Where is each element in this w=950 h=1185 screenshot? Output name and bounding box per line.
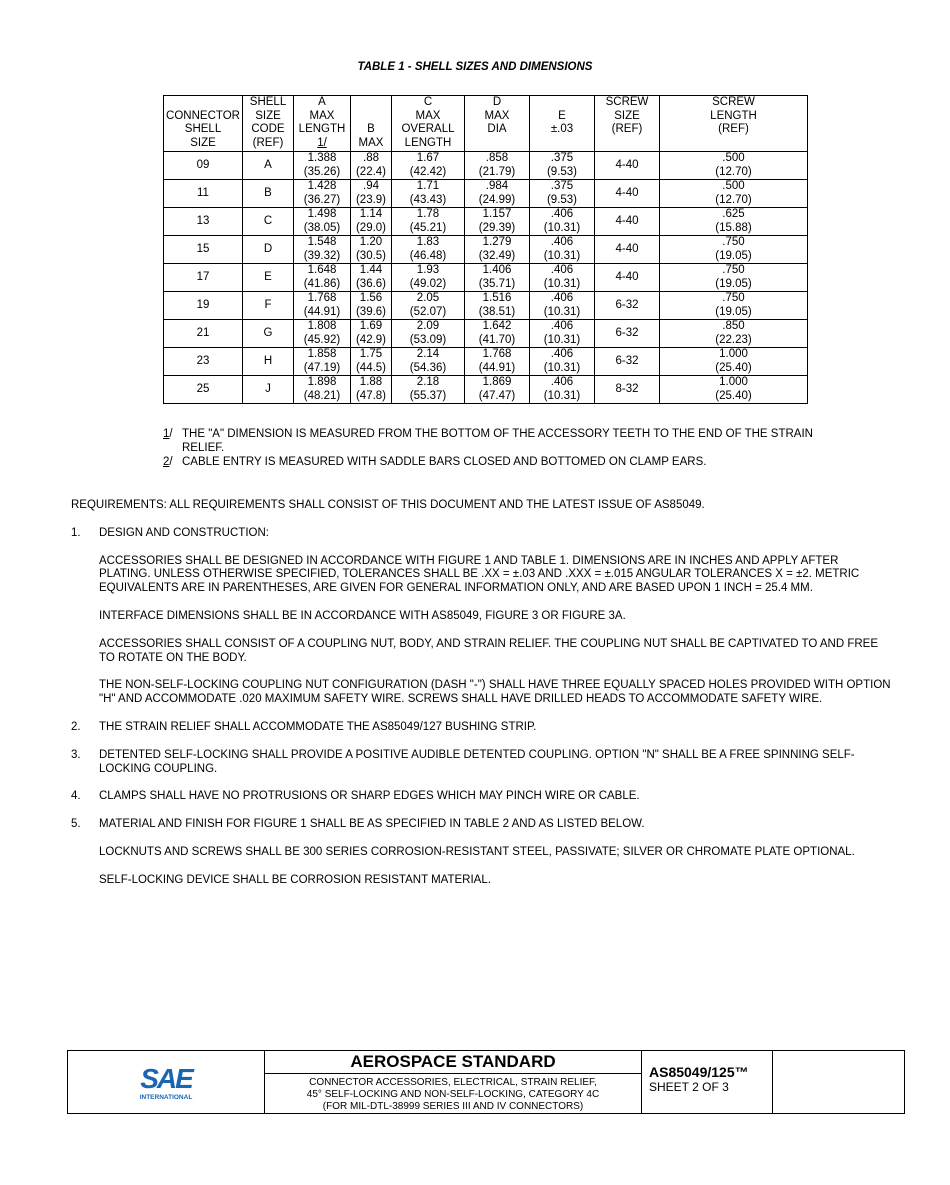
table-cell: .858 (21.79) <box>465 152 530 180</box>
table-cell: 4-40 <box>595 236 660 264</box>
table-cell: .375 (9.53) <box>530 180 595 208</box>
table-cell: 4-40 <box>595 152 660 180</box>
table-cell: .406 (10.31) <box>530 348 595 376</box>
shell-sizes-table <box>163 95 808 404</box>
table-cell: 09 <box>164 152 243 180</box>
table-cell: 15 <box>164 236 243 264</box>
table-cell: 1.71 (43.43) <box>392 180 465 208</box>
table-cell: 1.56 (39.6) <box>351 292 392 320</box>
requirement-item <box>71 721 891 735</box>
table-cell: .750 (19.05) <box>660 264 808 292</box>
table-cell: A <box>243 152 294 180</box>
requirement-item <box>71 818 891 887</box>
column-header: A MAX LENGTH 1/ <box>294 96 351 152</box>
note-number: 1 <box>163 428 170 440</box>
revision-cell <box>773 1051 904 1113</box>
item-paragraph: THE STRAIN RELIEF SHALL ACCOMMODATE THE AS85049/127 BUSHING STRIP. <box>99 720 537 733</box>
table-cell: 1.428 (36.27) <box>294 180 351 208</box>
table-cell: B <box>243 180 294 208</box>
table-row <box>164 292 808 320</box>
item-paragraph: DETENTED SELF-LOCKING SHALL PROVIDE A POSITIVE AUDIBLE DETENTED COUPLING. OPTION "N" SHALL BE A FREE SPINNING SELF-LOCKING COUPLING. <box>99 748 855 775</box>
table-cell: 1.83 (46.48) <box>392 236 465 264</box>
document-description: CONNECTOR ACCESSORIES, ELECTRICAL, STRAIN RELIEF, 45° SELF-LOCKING AND NON-SELF-LOCKING, CATEGORY 4C (FOR MIL-DTL-38999 SERIES III AND IV CONNECTORS) <box>306 1077 600 1112</box>
table-cell: 19 <box>164 292 243 320</box>
table-cell: 2.18 (55.37) <box>392 376 465 404</box>
table-cell: .406 (10.31) <box>530 264 595 292</box>
table-cell: .88 (22.4) <box>351 152 392 180</box>
document-number-cell <box>642 1051 773 1113</box>
table-row <box>164 152 808 180</box>
table-cell: 1.516 (38.51) <box>465 292 530 320</box>
table-cell: 1.75 (44.5) <box>351 348 392 376</box>
table-cell: 1.642 (41.70) <box>465 320 530 348</box>
item-paragraph: CLAMPS SHALL HAVE NO PROTRUSIONS OR SHARP EDGES WHICH MAY PINCH WIRE OR CABLE. <box>99 790 640 803</box>
requirements-section <box>71 499 891 902</box>
column-header: D MAX DIA <box>465 96 530 152</box>
note-2: 2/ CABLE ENTRY IS MEASURED WITH SADDLE BARS CLOSED AND BOTTOMED ON CLAMP EARS. <box>163 456 707 468</box>
table-cell: 1.648 (41.86) <box>294 264 351 292</box>
table-cell: 4-40 <box>595 180 660 208</box>
column-header: B MAX <box>351 96 392 152</box>
table-cell: 1.67 (42.42) <box>392 152 465 180</box>
table-row <box>164 376 808 404</box>
item-paragraph: MATERIAL AND FINISH FOR FIGURE 1 SHALL BE AS SPECIFIED IN TABLE 2 AND AS LISTED BELOW. <box>99 818 645 831</box>
table-cell: .375 (9.53) <box>530 152 595 180</box>
title-cell <box>265 1051 642 1113</box>
column-header: E ±.03 <box>530 96 595 152</box>
table-row <box>164 264 808 292</box>
table-cell: .850 (22.23) <box>660 320 808 348</box>
table-cell: .750 (19.05) <box>660 292 808 320</box>
table-cell: 2.05 (52.07) <box>392 292 465 320</box>
requirements-statement: REQUIREMENTS: ALL REQUIREMENTS SHALL CONSIST OF THIS DOCUMENT AND THE LATEST ISSUE OF AS85049. <box>71 499 705 511</box>
item-paragraph: SELF-LOCKING DEVICE SHALL BE CORROSION RESISTANT MATERIAL. <box>99 873 491 886</box>
item-paragraph: ACCESSORIES SHALL CONSIST OF A COUPLING NUT, BODY, AND STRAIN RELIEF. THE COUPLING NUT SHALL BE CAPTIVATED TO AND FREE TO ROTATE ON THE BODY. <box>99 637 879 664</box>
table-cell: 1.858 (47.19) <box>294 348 351 376</box>
item-paragraph: LOCKNUTS AND SCREWS SHALL BE 300 SERIES CORROSION-RESISTANT STEEL, PASSIVATE; SILVER OR CHROMATE PLATE OPTIONAL. <box>99 845 855 858</box>
item-paragraph: THE NON-SELF-LOCKING COUPLING NUT CONFIGURATION (DASH "-") SHALL HAVE THREE EQUALLY SPACED HOLES PROVIDED WITH OPTION "H" AND ACCOMMODATE .020 MAXIMUM SAFETY WIRE. SCREWS SHALL HAVE DRILLED HEADS TO ACCOMMODATE SAFETY WIRE. <box>99 679 891 706</box>
table-cell: 23 <box>164 348 243 376</box>
table-cell: 1.548 (39.32) <box>294 236 351 264</box>
table-cell: 1.000 (25.40) <box>660 348 808 376</box>
item-paragraph: ACCESSORIES SHALL BE DESIGNED IN ACCORDANCE WITH FIGURE 1 AND TABLE 1. DIMENSIONS ARE IN INCHES AND APPLY AFTER PLATING. UNLESS OTHERWISE SPECIFIED, TOLERANCES SHALL BE .XX = ±.03 AND .XXX = ±.015 ANGULAR TOLERANCES X = ±2. METRIC EQUIVALENTS ARE IN PARENTHESES, ARE GIVEN FOR GENERAL INFORMATION ONLY, AND ARE BASED UPON 1 INCH = 25.4 MM. <box>99 554 860 595</box>
table-notes <box>163 428 813 471</box>
table-cell: C <box>243 208 294 236</box>
table-row <box>164 208 808 236</box>
table-cell: 6-32 <box>595 348 660 376</box>
table-cell: 1.000 (25.40) <box>660 376 808 404</box>
table-row <box>164 236 808 264</box>
table-cell: 1.88 (47.8) <box>351 376 392 404</box>
table-cell: 1.20 (30.5) <box>351 236 392 264</box>
column-header: SHELL SIZE CODE (REF) <box>243 96 294 152</box>
sae-logo-icon <box>126 1062 206 1102</box>
item-number: 4. <box>71 790 81 803</box>
standard-title: AEROSPACE STANDARD <box>265 1051 641 1074</box>
table-cell: 1.69 (42.9) <box>351 320 392 348</box>
table-row <box>164 320 808 348</box>
table-row <box>164 348 808 376</box>
column-header: CONNECTOR SHELL SIZE <box>164 96 243 152</box>
table-cell: 1.157 (29.39) <box>465 208 530 236</box>
table-cell: 1.768 (44.91) <box>294 292 351 320</box>
table-cell: D <box>243 236 294 264</box>
note-1: 1/ THE "A" DIMENSION IS MEASURED FROM THE BOTTOM OF THE ACCESSORY TEETH TO THE END OF THE STRAIN RELIEF. <box>163 428 813 454</box>
table-cell: 8-32 <box>595 376 660 404</box>
table-cell: .625 (15.88) <box>660 208 808 236</box>
title-block <box>67 1050 905 1114</box>
table-cell: .500 (12.70) <box>660 180 808 208</box>
table-header-row <box>164 96 808 152</box>
table-cell: 4-40 <box>595 264 660 292</box>
note-text: THE "A" DIMENSION IS MEASURED FROM THE BOTTOM OF THE ACCESSORY TEETH TO THE END OF THE STRAIN RELIEF. <box>182 428 813 454</box>
table-cell: 6-32 <box>595 320 660 348</box>
document-number: AS85049/125™ <box>649 1064 749 1080</box>
table-cell: .94 (23.9) <box>351 180 392 208</box>
item-number: 5. <box>71 818 81 831</box>
sheet-number: SHEET 2 OF 3 <box>649 1080 729 1094</box>
table-body <box>164 152 808 404</box>
table-cell: H <box>243 348 294 376</box>
table-cell: 1.78 (45.21) <box>392 208 465 236</box>
table-cell: J <box>243 376 294 404</box>
table-cell: 25 <box>164 376 243 404</box>
requirement-item <box>71 790 891 804</box>
table-caption: TABLE 1 - SHELL SIZES AND DIMENSIONS <box>357 61 593 73</box>
table-cell: 1.498 (38.05) <box>294 208 351 236</box>
column-header: SCREW LENGTH (REF) <box>660 96 808 152</box>
table-cell: 1.14 (29.0) <box>351 208 392 236</box>
requirement-item <box>71 527 891 707</box>
table-cell: 17 <box>164 264 243 292</box>
note-number: 2 <box>163 456 170 468</box>
table-cell: 2.09 (53.09) <box>392 320 465 348</box>
requirements-list <box>71 527 891 888</box>
svg-text:SAE: SAE <box>140 1063 192 1094</box>
table-cell: 1.869 (47.47) <box>465 376 530 404</box>
table-cell: F <box>243 292 294 320</box>
table-cell: .406 (10.31) <box>530 236 595 264</box>
table-cell: 1.279 (32.49) <box>465 236 530 264</box>
requirement-item <box>71 749 891 777</box>
table-cell: 1.44 (36.6) <box>351 264 392 292</box>
table-cell: 1.898 (48.21) <box>294 376 351 404</box>
table-cell: 6-32 <box>595 292 660 320</box>
table-cell: 2.14 (54.36) <box>392 348 465 376</box>
sae-logo-cell <box>68 1051 265 1113</box>
table-cell: .406 (10.31) <box>530 208 595 236</box>
column-header: C MAX OVERALL LENGTH <box>392 96 465 152</box>
table-cell: 1.406 (35.71) <box>465 264 530 292</box>
table-cell: 21 <box>164 320 243 348</box>
table-cell: .406 (10.31) <box>530 292 595 320</box>
item-number: 1. <box>71 526 81 539</box>
item-number: 2. <box>71 720 81 733</box>
table-row <box>164 180 808 208</box>
table-cell: E <box>243 264 294 292</box>
item-paragraph: DESIGN AND CONSTRUCTION: <box>99 526 269 539</box>
table-cell: G <box>243 320 294 348</box>
table-cell: .984 (24.99) <box>465 180 530 208</box>
table-cell: .406 (10.31) <box>530 376 595 404</box>
table-cell: 11 <box>164 180 243 208</box>
svg-text:INTERNATIONAL: INTERNATIONAL <box>139 1094 193 1101</box>
table-cell: 1.388 (35.26) <box>294 152 351 180</box>
table-cell: 1.93 (49.02) <box>392 264 465 292</box>
note-text: CABLE ENTRY IS MEASURED WITH SADDLE BARS CLOSED AND BOTTOMED ON CLAMP EARS. <box>182 456 707 468</box>
table-cell: .406 (10.31) <box>530 320 595 348</box>
table-cell: .500 (12.70) <box>660 152 808 180</box>
table-cell: 1.808 (45.92) <box>294 320 351 348</box>
item-number: 3. <box>71 748 81 761</box>
column-header: SCREW SIZE (REF) <box>595 96 660 152</box>
table-cell: 1.768 (44.91) <box>465 348 530 376</box>
table-cell: 4-40 <box>595 208 660 236</box>
item-paragraph: INTERFACE DIMENSIONS SHALL BE IN ACCORDANCE WITH AS85049, FIGURE 3 OR FIGURE 3A. <box>99 609 626 622</box>
table-cell: 13 <box>164 208 243 236</box>
table-cell: .750 (19.05) <box>660 236 808 264</box>
